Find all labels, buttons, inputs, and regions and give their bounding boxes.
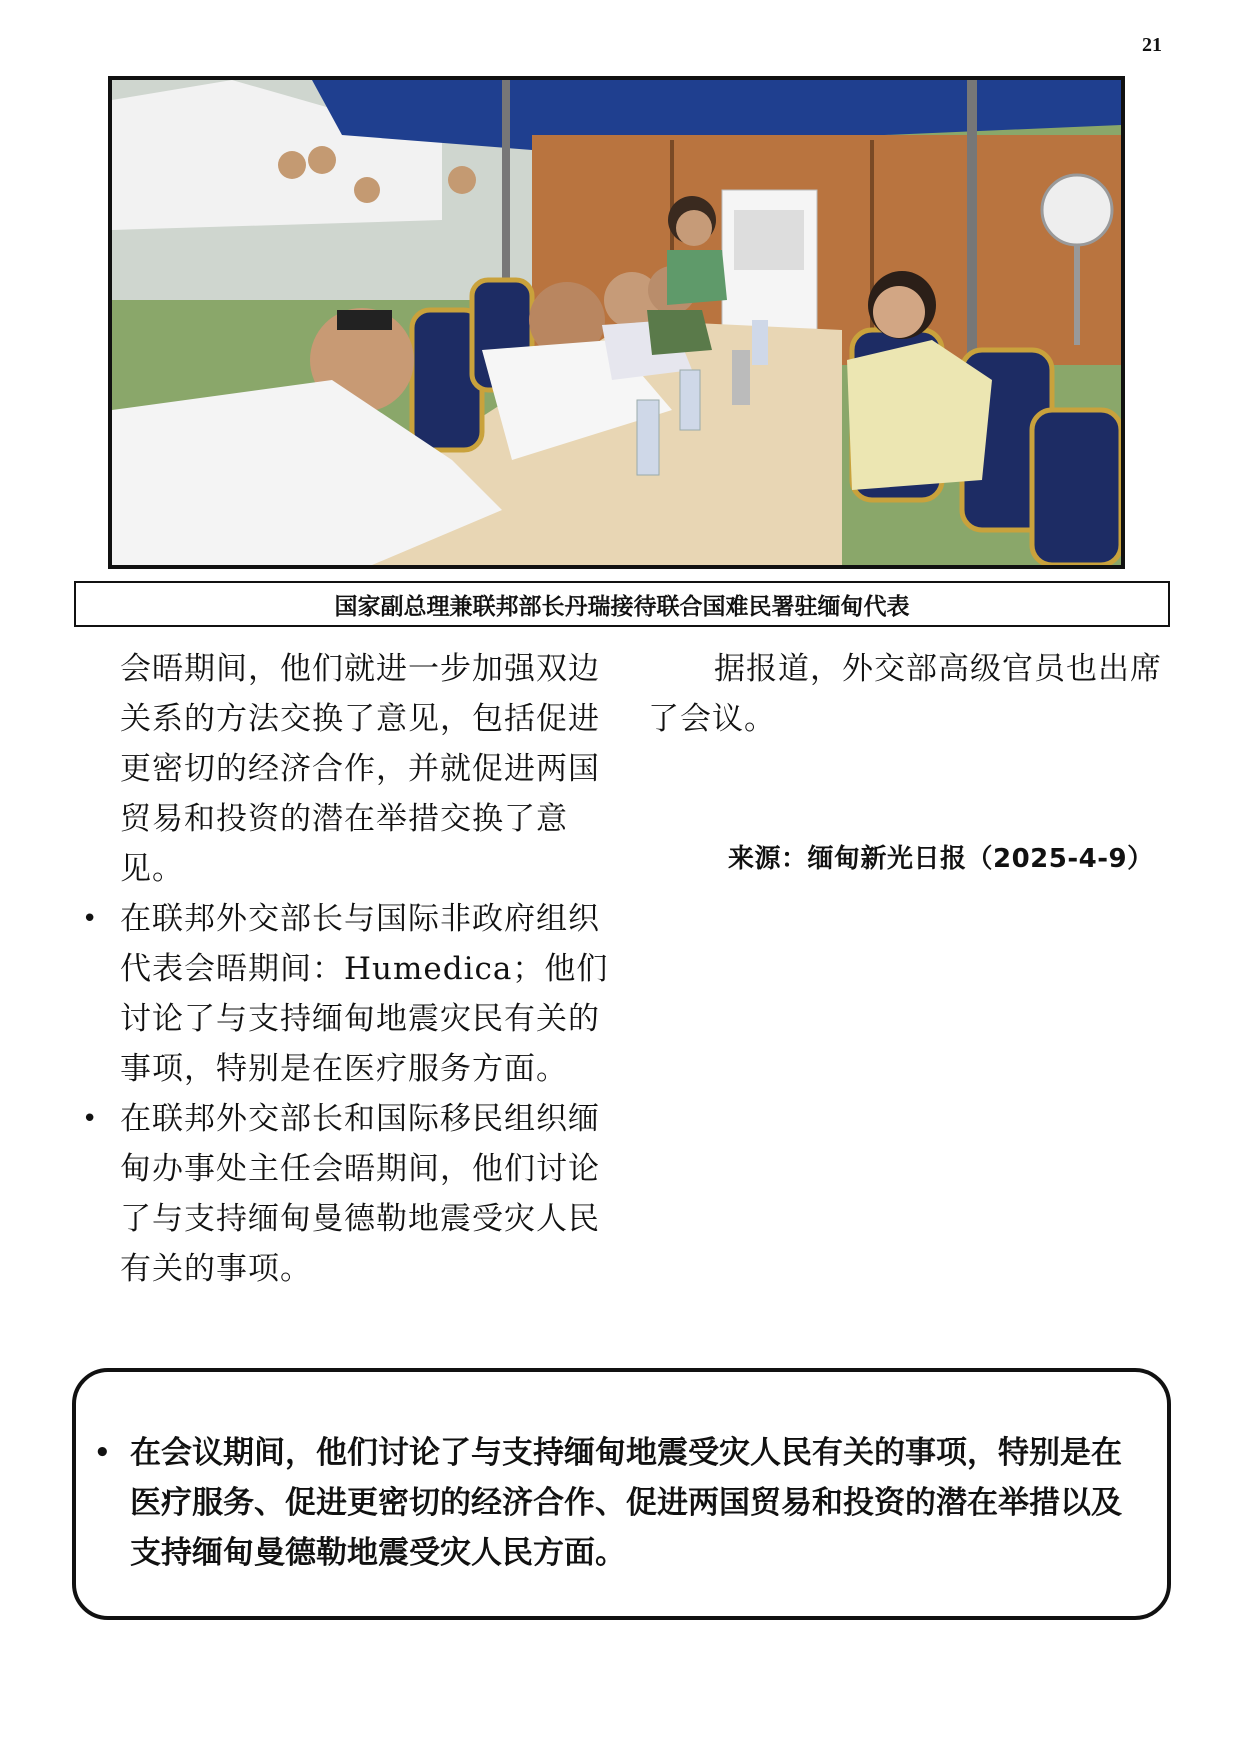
summary-box bbox=[72, 1368, 1171, 1620]
right-paragraph: 据报道，外交部高级官员也出席了会议。 bbox=[648, 651, 1162, 737]
list-item bbox=[82, 1094, 610, 1294]
bullet-icon: • bbox=[94, 1438, 111, 1468]
summary-text: 在会议期间，他们讨论了与支持缅甸地震受灾人民有关的事项，特别是在医疗服务、促进更密切的经济合作、促进两国贸易和投资的潜在举措以及支持缅甸曼德勒地震受灾人民方面。 bbox=[130, 1435, 1122, 1571]
list-item-text: 在联邦外交部长与国际非政府组织代表会晤期间：Humedica；他们讨论了与支持缅甸地震灾民有关的事项，特别是在医疗服务方面。 bbox=[120, 901, 609, 1087]
list-item bbox=[82, 894, 610, 1094]
meeting-photo bbox=[108, 76, 1125, 569]
right-column bbox=[648, 644, 1178, 744]
meeting-photo-illustration bbox=[112, 80, 1121, 565]
list-item-text: 在联邦外交部长和国际移民组织缅甸办事处主任会晤期间，他们讨论了与支持缅甸曼德勒地震受灾人民有关的事项。 bbox=[120, 1101, 600, 1287]
summary-item bbox=[94, 1428, 1140, 1578]
photo-caption-box bbox=[74, 581, 1170, 627]
left-column bbox=[82, 644, 610, 1294]
page-number: 21 bbox=[1142, 34, 1162, 56]
bullet-icon: • bbox=[82, 904, 99, 934]
photo-caption: 国家副总理兼联邦部长丹瑞接待联合国难民署驻缅甸代表 bbox=[334, 593, 910, 620]
source-citation: 来源：缅甸新光日报（2025-4-9） bbox=[728, 844, 1154, 874]
intro-paragraph: 会晤期间，他们就进一步加强双边关系的方法交换了意见，包括促进更密切的经济合作，并就促进两国贸易和投资的潜在举措交换了意见。 bbox=[120, 651, 600, 887]
bullet-icon: • bbox=[82, 1104, 99, 1134]
